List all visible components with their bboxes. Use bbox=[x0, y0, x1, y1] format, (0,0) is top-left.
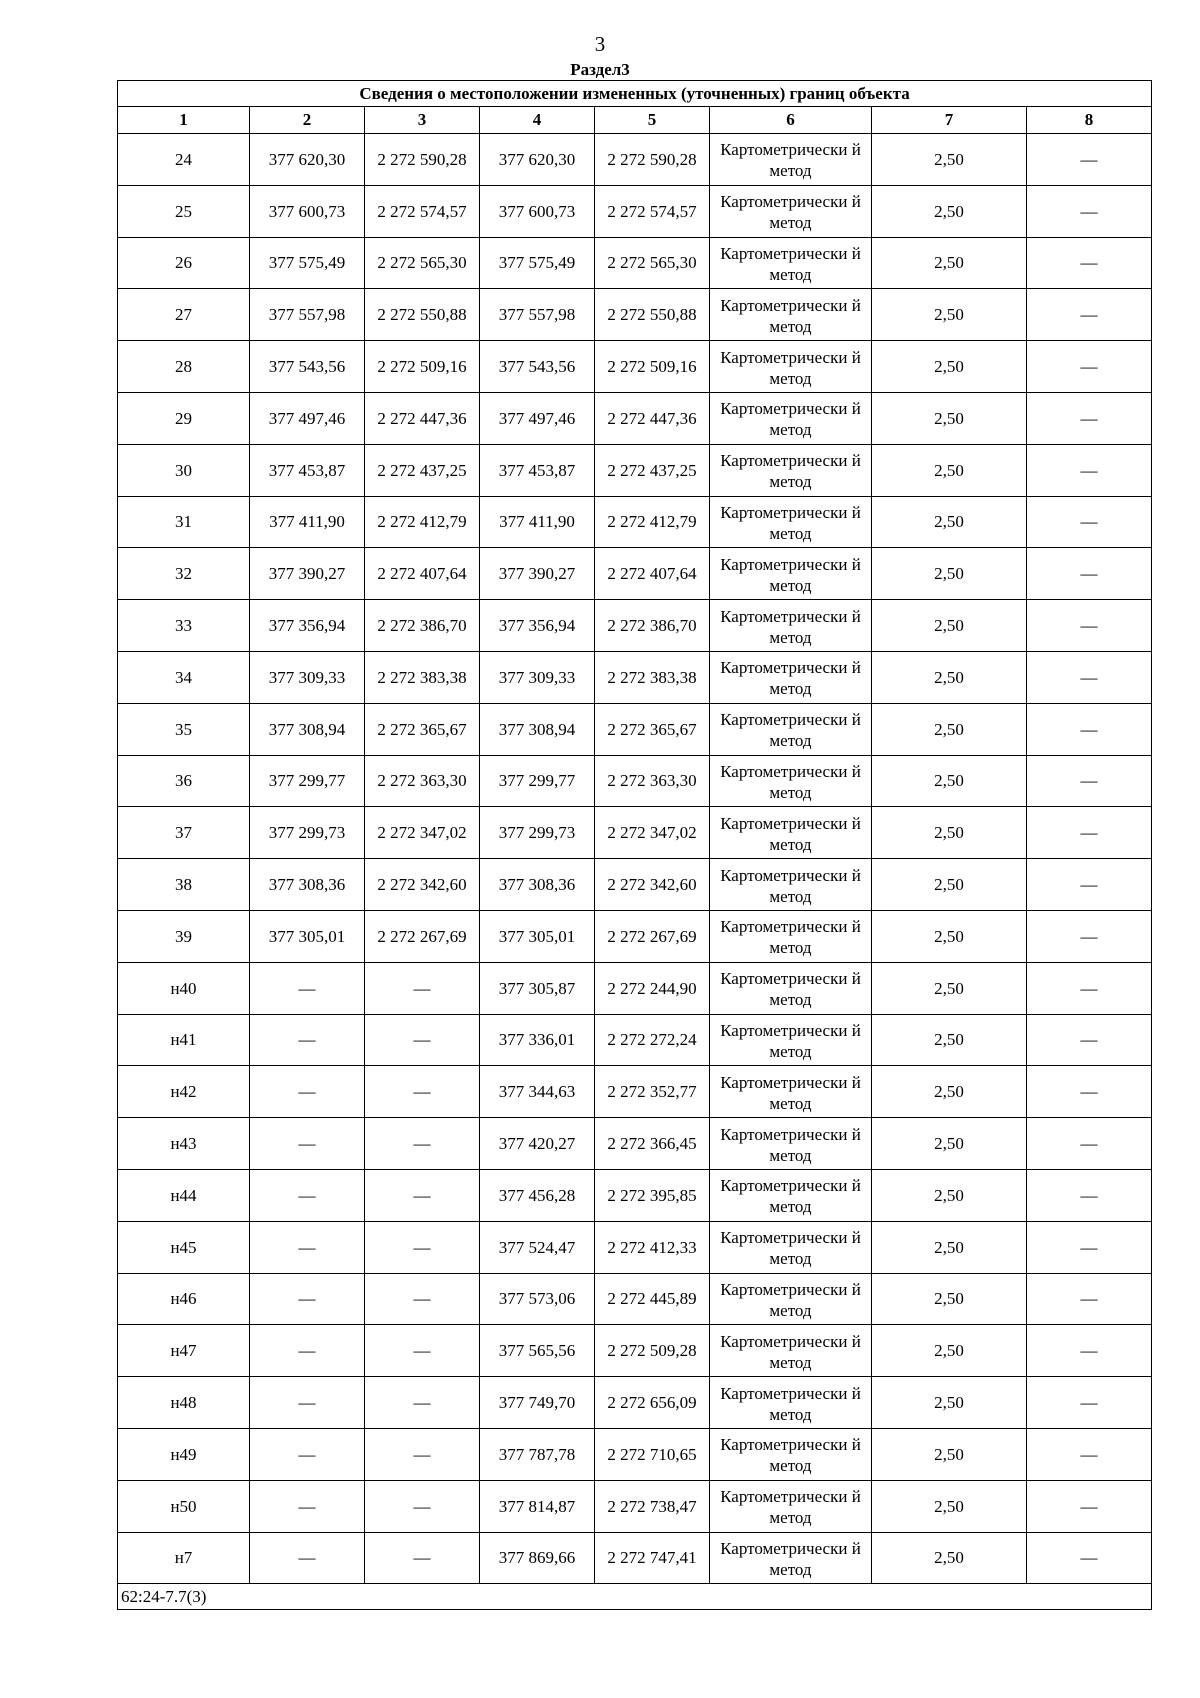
cell-description: — bbox=[1027, 1221, 1152, 1273]
cell-accuracy: 2,50 bbox=[872, 1169, 1027, 1221]
cell-accuracy: 2,50 bbox=[872, 1325, 1027, 1377]
cell-point-number: н50 bbox=[118, 1480, 250, 1532]
cell-description: — bbox=[1027, 910, 1152, 962]
cell-method: Картометрически й метод bbox=[710, 1273, 872, 1325]
cell-accuracy: 2,50 bbox=[872, 289, 1027, 341]
cell-x-existing: — bbox=[250, 1221, 365, 1273]
cell-method: Картометрически й метод bbox=[710, 548, 872, 600]
cell-point-number: н42 bbox=[118, 1066, 250, 1118]
column-number-5: 5 bbox=[595, 107, 710, 134]
cell-x-updated: 377 543,56 bbox=[480, 341, 595, 393]
cell-point-number: 30 bbox=[118, 444, 250, 496]
cell-x-existing: 377 390,27 bbox=[250, 548, 365, 600]
cell-point-number: н44 bbox=[118, 1169, 250, 1221]
cell-accuracy: 2,50 bbox=[872, 1480, 1027, 1532]
cell-y-updated: 2 272 267,69 bbox=[595, 910, 710, 962]
column-number-6: 6 bbox=[710, 107, 872, 134]
cell-x-updated: 377 305,01 bbox=[480, 910, 595, 962]
cell-description: — bbox=[1027, 1014, 1152, 1066]
cell-y-updated: 2 272 347,02 bbox=[595, 807, 710, 859]
cell-method: Картометрически й метод bbox=[710, 289, 872, 341]
cell-x-existing: 377 543,56 bbox=[250, 341, 365, 393]
cell-accuracy: 2,50 bbox=[872, 341, 1027, 393]
cell-y-existing: 2 272 386,70 bbox=[365, 600, 480, 652]
cell-method: Картометрически й метод bbox=[710, 1428, 872, 1480]
cell-y-updated: 2 272 574,57 bbox=[595, 185, 710, 237]
cell-accuracy: 2,50 bbox=[872, 962, 1027, 1014]
cell-x-updated: 377 620,30 bbox=[480, 134, 595, 186]
cell-y-existing: 2 272 590,28 bbox=[365, 134, 480, 186]
cell-x-updated: 377 749,70 bbox=[480, 1377, 595, 1429]
cadastral-reference: 62:24-7.7(3) bbox=[118, 1584, 1152, 1610]
cell-x-existing: — bbox=[250, 1532, 365, 1584]
cell-y-existing: — bbox=[365, 1325, 480, 1377]
cell-accuracy: 2,50 bbox=[872, 548, 1027, 600]
cell-description: — bbox=[1027, 600, 1152, 652]
cell-point-number: 27 bbox=[118, 289, 250, 341]
cell-x-updated: 377 565,56 bbox=[480, 1325, 595, 1377]
cell-y-existing: 2 272 565,30 bbox=[365, 237, 480, 289]
cell-accuracy: 2,50 bbox=[872, 1066, 1027, 1118]
cell-y-updated: 2 272 365,67 bbox=[595, 703, 710, 755]
cell-x-updated: 377 305,87 bbox=[480, 962, 595, 1014]
cell-point-number: 38 bbox=[118, 859, 250, 911]
table-row bbox=[118, 1532, 1152, 1584]
cell-method: Картометрически й метод bbox=[710, 703, 872, 755]
table-row bbox=[118, 289, 1152, 341]
cell-method: Картометрически й метод bbox=[710, 1118, 872, 1170]
cell-y-existing: 2 272 574,57 bbox=[365, 185, 480, 237]
cell-accuracy: 2,50 bbox=[872, 134, 1027, 186]
cell-x-updated: 377 497,46 bbox=[480, 392, 595, 444]
cell-x-updated: 377 600,73 bbox=[480, 185, 595, 237]
cell-y-updated: 2 272 383,38 bbox=[595, 651, 710, 703]
cell-point-number: н47 bbox=[118, 1325, 250, 1377]
cell-y-updated: 2 272 747,41 bbox=[595, 1532, 710, 1584]
cell-y-updated: 2 272 445,89 bbox=[595, 1273, 710, 1325]
cell-y-updated: 2 272 590,28 bbox=[595, 134, 710, 186]
cell-y-updated: 2 272 342,60 bbox=[595, 859, 710, 911]
cell-accuracy: 2,50 bbox=[872, 600, 1027, 652]
cell-description: — bbox=[1027, 496, 1152, 548]
cell-point-number: 29 bbox=[118, 392, 250, 444]
cell-y-existing: 2 272 365,67 bbox=[365, 703, 480, 755]
cell-x-existing: 377 308,94 bbox=[250, 703, 365, 755]
cell-description: — bbox=[1027, 807, 1152, 859]
cell-y-updated: 2 272 412,79 bbox=[595, 496, 710, 548]
cell-point-number: 24 bbox=[118, 134, 250, 186]
cell-x-existing: 377 557,98 bbox=[250, 289, 365, 341]
cell-point-number: 28 bbox=[118, 341, 250, 393]
cell-x-existing: 377 356,94 bbox=[250, 600, 365, 652]
cell-x-updated: 377 787,78 bbox=[480, 1428, 595, 1480]
cell-x-updated: 377 356,94 bbox=[480, 600, 595, 652]
cell-accuracy: 2,50 bbox=[872, 1532, 1027, 1584]
cell-point-number: 34 bbox=[118, 651, 250, 703]
cell-description: — bbox=[1027, 341, 1152, 393]
table-row bbox=[118, 651, 1152, 703]
cell-y-updated: 2 272 437,25 bbox=[595, 444, 710, 496]
cell-x-existing: 377 453,87 bbox=[250, 444, 365, 496]
cell-method: Картометрически й метод bbox=[710, 134, 872, 186]
cell-y-existing: 2 272 363,30 bbox=[365, 755, 480, 807]
cell-point-number: н40 bbox=[118, 962, 250, 1014]
cell-method: Картометрически й метод bbox=[710, 807, 872, 859]
cell-x-existing: — bbox=[250, 1273, 365, 1325]
cell-x-updated: 377 573,06 bbox=[480, 1273, 595, 1325]
cell-x-updated: 377 344,63 bbox=[480, 1066, 595, 1118]
cell-x-updated: 377 453,87 bbox=[480, 444, 595, 496]
table-row bbox=[118, 755, 1152, 807]
table-row bbox=[118, 600, 1152, 652]
cell-y-existing: 2 272 342,60 bbox=[365, 859, 480, 911]
cell-accuracy: 2,50 bbox=[872, 1118, 1027, 1170]
cell-y-updated: 2 272 550,88 bbox=[595, 289, 710, 341]
cell-y-updated: 2 272 412,33 bbox=[595, 1221, 710, 1273]
cell-method: Картометрически й метод bbox=[710, 1169, 872, 1221]
table-row bbox=[118, 1118, 1152, 1170]
cell-y-existing: — bbox=[365, 1532, 480, 1584]
cell-description: — bbox=[1027, 962, 1152, 1014]
cell-method: Картометрически й метод bbox=[710, 496, 872, 548]
cell-method: Картометрически й метод bbox=[710, 600, 872, 652]
cell-description: — bbox=[1027, 548, 1152, 600]
cell-description: — bbox=[1027, 289, 1152, 341]
cell-method: Картометрически й метод bbox=[710, 1014, 872, 1066]
cell-accuracy: 2,50 bbox=[872, 1273, 1027, 1325]
cell-x-updated: 377 299,73 bbox=[480, 807, 595, 859]
cell-y-existing: 2 272 347,02 bbox=[365, 807, 480, 859]
cell-x-existing: — bbox=[250, 1428, 365, 1480]
cell-point-number: 25 bbox=[118, 185, 250, 237]
table-row bbox=[118, 1273, 1152, 1325]
cell-point-number: н48 bbox=[118, 1377, 250, 1429]
cell-accuracy: 2,50 bbox=[872, 859, 1027, 911]
cell-method: Картометрически й метод bbox=[710, 1325, 872, 1377]
cell-y-existing: — bbox=[365, 1480, 480, 1532]
table-row bbox=[118, 1066, 1152, 1118]
table-body bbox=[118, 81, 1152, 1610]
boundary-coordinates-table bbox=[117, 80, 1152, 1610]
cell-description: — bbox=[1027, 755, 1152, 807]
cell-y-updated: 2 272 565,30 bbox=[595, 237, 710, 289]
cell-x-updated: 377 308,94 bbox=[480, 703, 595, 755]
table-row bbox=[118, 341, 1152, 393]
cell-method: Картометрически й метод bbox=[710, 1221, 872, 1273]
cell-y-updated: 2 272 386,70 bbox=[595, 600, 710, 652]
cell-description: — bbox=[1027, 185, 1152, 237]
table-row bbox=[118, 910, 1152, 962]
cell-description: — bbox=[1027, 859, 1152, 911]
cell-x-existing: — bbox=[250, 1066, 365, 1118]
cell-x-existing: 377 299,77 bbox=[250, 755, 365, 807]
column-number-4: 4 bbox=[480, 107, 595, 134]
cell-accuracy: 2,50 bbox=[872, 1377, 1027, 1429]
cell-x-existing: — bbox=[250, 1118, 365, 1170]
cell-x-updated: 377 524,47 bbox=[480, 1221, 595, 1273]
column-number-3: 3 bbox=[365, 107, 480, 134]
cell-y-existing: — bbox=[365, 1377, 480, 1429]
cell-point-number: н46 bbox=[118, 1273, 250, 1325]
cell-y-existing: 2 272 550,88 bbox=[365, 289, 480, 341]
table-row bbox=[118, 1325, 1152, 1377]
column-number-8: 8 bbox=[1027, 107, 1152, 134]
cell-accuracy: 2,50 bbox=[872, 910, 1027, 962]
column-number-row bbox=[118, 107, 1152, 134]
table-row bbox=[118, 703, 1152, 755]
cell-x-updated: 377 411,90 bbox=[480, 496, 595, 548]
cell-point-number: н7 bbox=[118, 1532, 250, 1584]
cell-y-updated: 2 272 738,47 bbox=[595, 1480, 710, 1532]
cell-x-existing: 377 411,90 bbox=[250, 496, 365, 548]
column-number-2: 2 bbox=[250, 107, 365, 134]
table-row bbox=[118, 1480, 1152, 1532]
table-row bbox=[118, 1169, 1152, 1221]
cell-y-updated: 2 272 407,64 bbox=[595, 548, 710, 600]
cell-accuracy: 2,50 bbox=[872, 392, 1027, 444]
cell-method: Картометрически й метод bbox=[710, 237, 872, 289]
cell-x-updated: 377 299,77 bbox=[480, 755, 595, 807]
cell-point-number: н45 bbox=[118, 1221, 250, 1273]
cell-method: Картометрически й метод bbox=[710, 651, 872, 703]
cell-y-existing: 2 272 383,38 bbox=[365, 651, 480, 703]
cell-accuracy: 2,50 bbox=[872, 755, 1027, 807]
cell-x-existing: 377 309,33 bbox=[250, 651, 365, 703]
table-footer-row bbox=[118, 1584, 1152, 1610]
cell-y-updated: 2 272 656,09 bbox=[595, 1377, 710, 1429]
cell-x-existing: 377 600,73 bbox=[250, 185, 365, 237]
cell-x-existing: — bbox=[250, 1325, 365, 1377]
cell-method: Картометрически й метод bbox=[710, 755, 872, 807]
table-row bbox=[118, 134, 1152, 186]
cell-x-updated: 377 814,87 bbox=[480, 1480, 595, 1532]
page-number: 3 bbox=[594, 32, 606, 56]
cell-x-existing: 377 620,30 bbox=[250, 134, 365, 186]
cell-y-existing: — bbox=[365, 1118, 480, 1170]
cell-description: — bbox=[1027, 1428, 1152, 1480]
cell-description: — bbox=[1027, 1377, 1152, 1429]
cell-point-number: 39 bbox=[118, 910, 250, 962]
cell-y-existing: — bbox=[365, 1273, 480, 1325]
cell-point-number: 26 bbox=[118, 237, 250, 289]
cell-y-existing: — bbox=[365, 1066, 480, 1118]
cell-accuracy: 2,50 bbox=[872, 703, 1027, 755]
cell-method: Картометрически й метод bbox=[710, 341, 872, 393]
cell-accuracy: 2,50 bbox=[872, 651, 1027, 703]
table-row bbox=[118, 1377, 1152, 1429]
cell-accuracy: 2,50 bbox=[872, 1221, 1027, 1273]
cell-y-existing: 2 272 267,69 bbox=[365, 910, 480, 962]
cell-description: — bbox=[1027, 1532, 1152, 1584]
cell-description: — bbox=[1027, 651, 1152, 703]
cell-method: Картометрически й метод bbox=[710, 962, 872, 1014]
cell-method: Картометрически й метод bbox=[710, 1532, 872, 1584]
cell-y-updated: 2 272 395,85 bbox=[595, 1169, 710, 1221]
cell-method: Картометрически й метод bbox=[710, 185, 872, 237]
cell-x-updated: 377 420,27 bbox=[480, 1118, 595, 1170]
cell-x-updated: 377 557,98 bbox=[480, 289, 595, 341]
cell-description: — bbox=[1027, 392, 1152, 444]
cell-x-updated: 377 869,66 bbox=[480, 1532, 595, 1584]
cell-x-existing: — bbox=[250, 1014, 365, 1066]
column-number-1: 1 bbox=[118, 107, 250, 134]
cell-y-existing: — bbox=[365, 1221, 480, 1273]
column-number-7: 7 bbox=[872, 107, 1027, 134]
cell-method: Картометрически й метод bbox=[710, 444, 872, 496]
cell-y-updated: 2 272 244,90 bbox=[595, 962, 710, 1014]
cell-x-existing: — bbox=[250, 962, 365, 1014]
cell-x-updated: 377 336,01 bbox=[480, 1014, 595, 1066]
cell-accuracy: 2,50 bbox=[872, 1428, 1027, 1480]
cell-description: — bbox=[1027, 1273, 1152, 1325]
cell-y-updated: 2 272 272,24 bbox=[595, 1014, 710, 1066]
table-row bbox=[118, 807, 1152, 859]
cell-accuracy: 2,50 bbox=[872, 807, 1027, 859]
cell-x-updated: 377 309,33 bbox=[480, 651, 595, 703]
cell-y-updated: 2 272 509,16 bbox=[595, 341, 710, 393]
cell-y-existing: 2 272 412,79 bbox=[365, 496, 480, 548]
cell-y-updated: 2 272 366,45 bbox=[595, 1118, 710, 1170]
cell-description: — bbox=[1027, 1118, 1152, 1170]
cell-accuracy: 2,50 bbox=[872, 185, 1027, 237]
table-row bbox=[118, 962, 1152, 1014]
cell-point-number: 35 bbox=[118, 703, 250, 755]
cell-y-updated: 2 272 710,65 bbox=[595, 1428, 710, 1480]
table-row bbox=[118, 392, 1152, 444]
cell-x-updated: 377 308,36 bbox=[480, 859, 595, 911]
cell-point-number: н49 bbox=[118, 1428, 250, 1480]
cell-y-existing: — bbox=[365, 1014, 480, 1066]
table-row bbox=[118, 1428, 1152, 1480]
table-row bbox=[118, 185, 1152, 237]
table-row bbox=[118, 859, 1152, 911]
table-row bbox=[118, 1221, 1152, 1273]
cell-description: — bbox=[1027, 237, 1152, 289]
cell-x-existing: — bbox=[250, 1377, 365, 1429]
cell-y-existing: 2 272 407,64 bbox=[365, 548, 480, 600]
cell-y-existing: — bbox=[365, 1428, 480, 1480]
cell-x-existing: 377 497,46 bbox=[250, 392, 365, 444]
cell-y-updated: 2 272 447,36 bbox=[595, 392, 710, 444]
cell-description: — bbox=[1027, 1066, 1152, 1118]
cell-y-existing: — bbox=[365, 962, 480, 1014]
cell-description: — bbox=[1027, 444, 1152, 496]
cell-point-number: н41 bbox=[118, 1014, 250, 1066]
cell-x-updated: 377 456,28 bbox=[480, 1169, 595, 1221]
cell-point-number: 31 bbox=[118, 496, 250, 548]
cell-description: — bbox=[1027, 134, 1152, 186]
cell-point-number: 36 bbox=[118, 755, 250, 807]
cell-point-number: 33 bbox=[118, 600, 250, 652]
cell-x-existing: — bbox=[250, 1480, 365, 1532]
cell-point-number: н43 bbox=[118, 1118, 250, 1170]
cell-y-updated: 2 272 352,77 bbox=[595, 1066, 710, 1118]
cell-accuracy: 2,50 bbox=[872, 444, 1027, 496]
cell-accuracy: 2,50 bbox=[872, 496, 1027, 548]
table-row bbox=[118, 237, 1152, 289]
table-row bbox=[118, 444, 1152, 496]
cell-y-existing: 2 272 437,25 bbox=[365, 444, 480, 496]
table-row bbox=[118, 1014, 1152, 1066]
cell-x-existing: — bbox=[250, 1169, 365, 1221]
table-caption: Сведения о местоположении измененных (уточненных) границ объекта bbox=[118, 81, 1152, 107]
table-row bbox=[118, 496, 1152, 548]
cell-x-updated: 377 575,49 bbox=[480, 237, 595, 289]
table-row bbox=[118, 548, 1152, 600]
cell-accuracy: 2,50 bbox=[872, 1014, 1027, 1066]
cell-method: Картометрически й метод bbox=[710, 1066, 872, 1118]
cell-y-existing: — bbox=[365, 1169, 480, 1221]
cell-accuracy: 2,50 bbox=[872, 237, 1027, 289]
cell-description: — bbox=[1027, 1325, 1152, 1377]
cell-x-existing: 377 575,49 bbox=[250, 237, 365, 289]
cell-y-updated: 2 272 363,30 bbox=[595, 755, 710, 807]
cell-point-number: 37 bbox=[118, 807, 250, 859]
cell-point-number: 32 bbox=[118, 548, 250, 600]
cell-method: Картометрически й метод bbox=[710, 1480, 872, 1532]
cell-y-existing: 2 272 447,36 bbox=[365, 392, 480, 444]
section-title: Раздел3 bbox=[570, 60, 630, 79]
cell-x-existing: 377 308,36 bbox=[250, 859, 365, 911]
cell-x-existing: 377 299,73 bbox=[250, 807, 365, 859]
cell-method: Картометрически й метод bbox=[710, 392, 872, 444]
cell-x-updated: 377 390,27 bbox=[480, 548, 595, 600]
cell-description: — bbox=[1027, 703, 1152, 755]
cell-method: Картометрически й метод bbox=[710, 1377, 872, 1429]
cell-description: — bbox=[1027, 1480, 1152, 1532]
cell-description: — bbox=[1027, 1169, 1152, 1221]
cell-y-updated: 2 272 509,28 bbox=[595, 1325, 710, 1377]
table-caption-row bbox=[118, 81, 1152, 107]
cell-method: Картометрически й метод bbox=[710, 859, 872, 911]
cell-x-existing: 377 305,01 bbox=[250, 910, 365, 962]
cell-y-existing: 2 272 509,16 bbox=[365, 341, 480, 393]
cell-method: Картометрически й метод bbox=[710, 910, 872, 962]
